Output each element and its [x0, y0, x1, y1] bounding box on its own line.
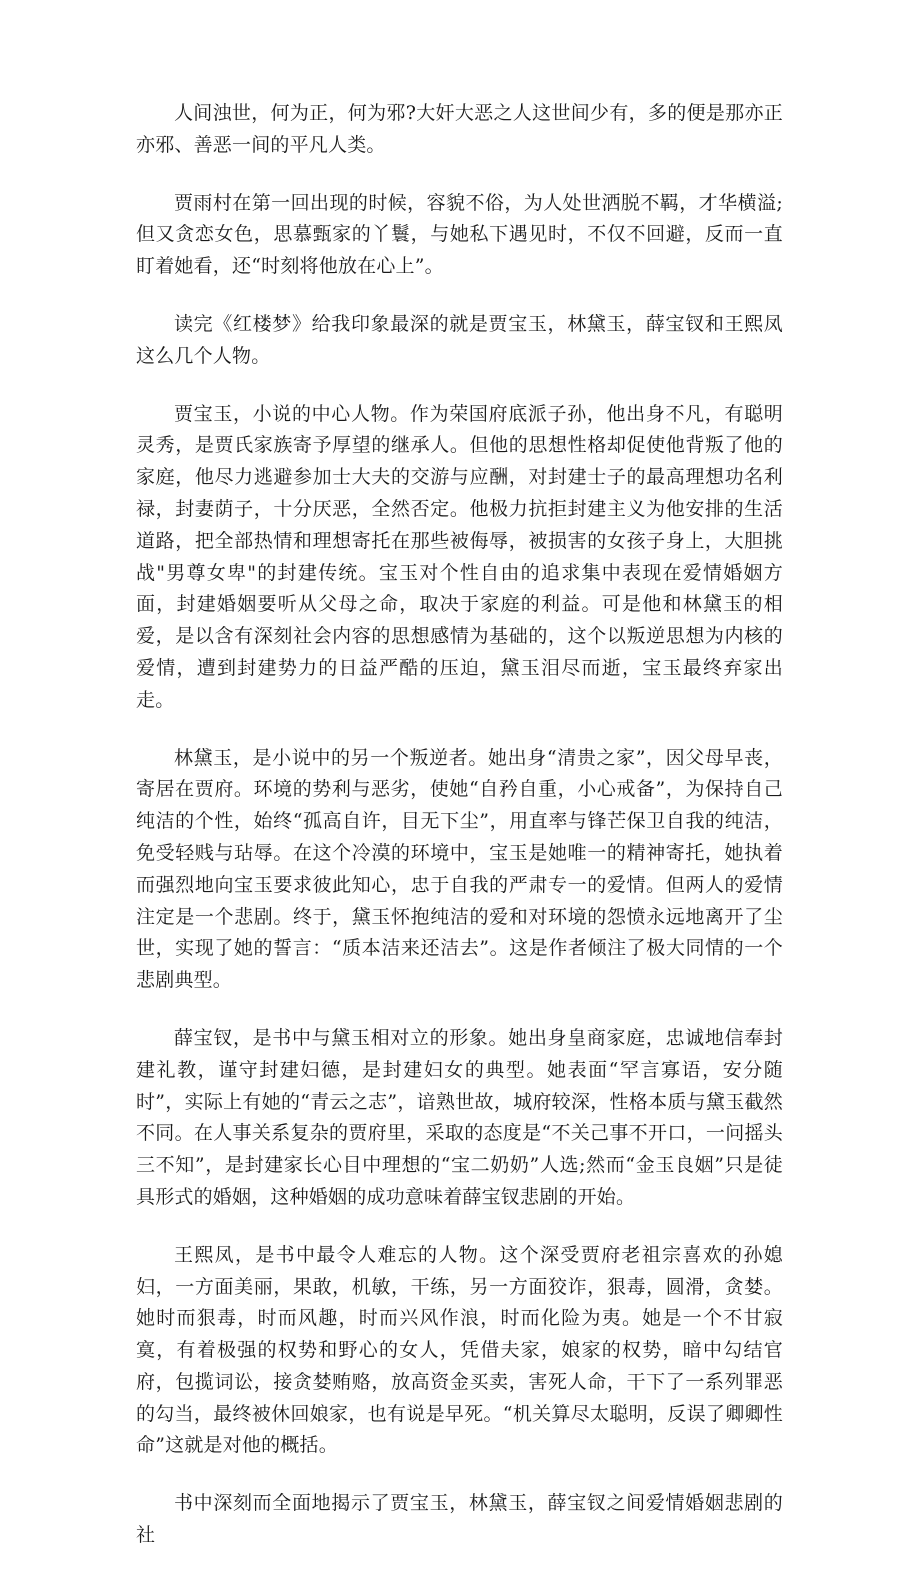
- paragraph-wang-xifeng: 王熙凤，是书中最令人难忘的人物。这个深受贾府老祖宗喜欢的孙媳妇，一方面美丽，果敢，机敏，干练，另一方面狡诈，狠毒，圆滑，贪婪。她时而狠毒，时而风趣，时而兴风作浪，时而化险为夷。她是一个不甘寂寞，有着极强的权势和野心的女人，凭借夫家，娘家的权势，暗中勾结官府，包揽词讼，接贪婪贿赂，放高资金买卖，害死人命，干下了一系列罪恶的勾当，最终被休回娘家，也有说是早死。“机关算尽太聪明，反误了卿卿性命”这就是对他的概括。: [136, 1243, 783, 1457]
- paragraph-jia-baoyu: 贾宝玉，小说的中心人物。作为荣国府底派子孙，他出身不凡，有聪明灵秀，是贾氏家族寄予厚望的继承人。但他的思想性格却促使他背叛了他的家庭，他尽力逃避参加士大夫的交游与应酬，对封建士子的最高理想功名利禄，封妻荫子，十分厌恶，全然否定。他极力抗拒封建主义为他安排的生活道路，把全部热情和理想寄托在那些被侮辱，被损害的女孩子身上，大胆挑战"男尊女卑"的封建传统。宝玉对个性自由的追求集中表现在爱情婚姻方面，封建婚姻要听从父母之命，取决于家庭的利益。可是他和林黛玉的相爱，是以含有深刻社会内容的思想感情为基础的，这个以叛逆思想为内核的爱情，遭到封建势力的日益严酷的压迫，黛玉泪尽而逝，宝玉最终弃家出走。: [136, 402, 783, 711]
- paragraph-lin-daiyu: 林黛玉，是小说中的另一个叛逆者。她出身“清贵之家”，因父母早丧，寄居在贾府。环境的势利与恶劣，使她“自矜自重，小心戒备”，为保持自己纯洁的个性，始终“孤高自许，目无下尘”，用直率与锋芒保卫自我的纯洁，免受轻贱与玷辱。在这个冷漠的环境中，宝玉是她唯一的精神寄托，她执着而强烈地向宝玉要求彼此知心，忠于自我的严肃专一的爱情。但两人的爱情注定是一个悲剧。终于，黛玉怀抱纯洁的爱和对环境的怨愤永远地离开了尘世，实现了她的誓言：“质本洁来还洁去”。这是作者倾注了极大同情的一个悲剧典型。: [136, 746, 783, 992]
- paragraph-impression: 读完《红楼梦》给我印象最深的就是贾宝玉，林黛玉，薛宝钗和王熙凤这么几个人物。: [136, 312, 783, 367]
- paragraph-jia-yucun: 贾雨村在第一回出现的时候，容貌不俗，为人处世洒脱不羁，才华横溢;但又贪恋女色，思慕甄家的丫鬟，与她私下遇见时，不仅不回避，反而一直盯着她看，还“时刻将他放在心上”。: [136, 191, 783, 278]
- paragraph-conclusion: 书中深刻而全面地揭示了贾宝玉，林黛玉，薛宝钗之间爱情婚姻悲剧的社: [136, 1492, 783, 1547]
- document-body: [136, 98, 783, 1578]
- paragraph-intro: 人间浊世，何为正，何为邪?大奸大恶之人这世间少有，多的便是那亦正亦邪、善恶一间的平凡人类。: [136, 102, 783, 156]
- paragraph-xue-baochai: 薛宝钗，是书中与黛玉相对立的形象。她出身皇商家庭，忠诚地信奉封建礼教，谨守封建妇德，是封建妇女的典型。她表面“罕言寡语，安分随时”，实际上有她的“青云之志”，谙熟世故，城府较深，性格本质与黛玉截然不同。在人事关系复杂的贾府里，采取的态度是“不关己事不开口，一问摇头三不知”，是封建家长心目中理想的“宝二奶奶”人选;然而“金玉良姻”只是徒具形式的婚姻，这种婚姻的成功意味着薛宝钗悲剧的开始。: [136, 1026, 783, 1208]
